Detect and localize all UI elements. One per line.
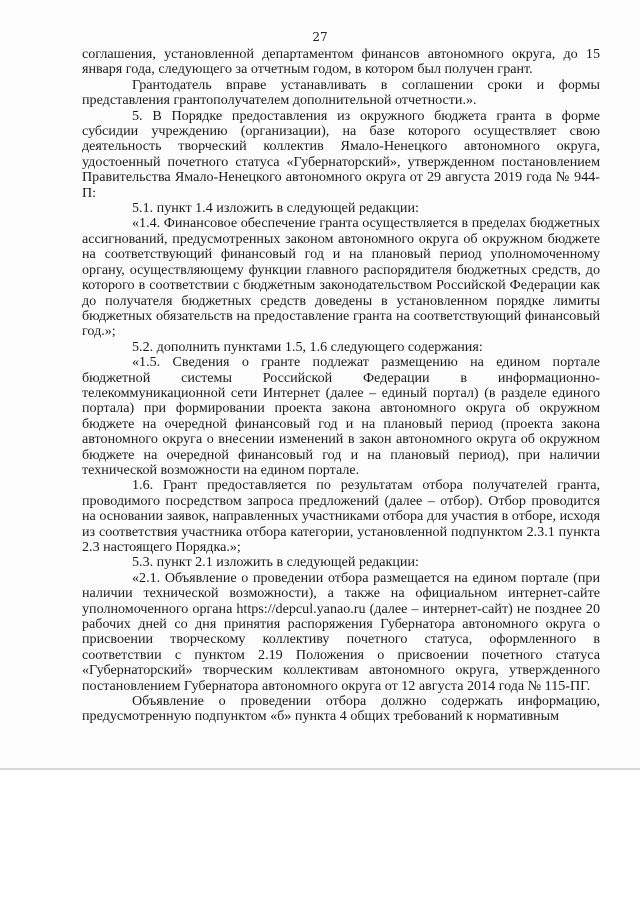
- paragraph-continuation: соглашения, установленной департаментом финансов автономного округа, до 15 января года, следующего за отчетным годом, в котором был получен грант.: [82, 46, 600, 78]
- page-number: 27: [312, 30, 328, 44]
- paragraph: 5. В Порядке предоставления из окружного бюджета гранта в форме субсидии учреждению (организации), на базе которого осуществляет свою деятельность творческий коллектив Ямало-Ненецкого автономного округа, удостоенный почетного статуса «Губернаторский», утвержденном постановлением Правительства Ямало-Ненецкого автономного округа от 29 августа 2019 года № 944-П:: [82, 107, 600, 201]
- paragraph: 5.3. пункт 2.1 изложить в следующей редакции:: [132, 554, 419, 571]
- paragraph: «1.4. Финансовое обеспечение гранта осуществляется в пределах бюджетных ассигнований, предусмотренных законом автономного округа об окружном бюджете на соответствующий финансовый год и на плановый период уполномоченному органу, осуществляющему функции главного распорядителя бюджетных средств, до которого в соответствии с бюджетным законодательством Российской Федерации как до получателя бюджетных средств доведены в установленном порядке лимиты бюджетных обязательств на предоставление гранта на соответствующий финансовый год.»;: [82, 215, 600, 340]
- document-body: [82, 47, 600, 725]
- paragraph: Грантодатель вправе устанавливать в соглашении сроки и формы представления грантополучателем дополнительной отчетности.».: [82, 76, 600, 109]
- paragraph: Объявление о проведении отбора должно содержать информацию, предусмотренную подпунктом «б» пункта 4 общих требований к нормативным: [82, 693, 600, 725]
- paragraph: «2.1. Объявление о проведении отбора размещается на едином портале (при наличии технической возможности), а также на официальном интернет-сайте уполномоченного органа https://depcul.yanao.ru (далее – интернет-сайт) не позднее 20 рабочих дней со дня принятия распоряжения Губернатора автономного округа о присвоении творческому коллективу почетного статуса, оформленного в соответствии с пунктом 2.19 Положения о присвоении почетного статуса «Губернаторский» творческим коллективам автономного округа, утвержденного постановлением Губернатора автономного округа от 12 августа 2014 года № 115-ПГ.: [82, 569, 600, 694]
- paragraph: 5.2. дополнить пунктами 1.5, 1.6 следующего содержания:: [132, 338, 483, 355]
- paragraph: 5.1. пункт 1.4 изложить в следующей редакции:: [132, 200, 419, 217]
- paragraph: «1.5. Сведения о гранте подлежат размещению на едином портале бюджетной системы Российской Федерации в информационно-телекоммуникационной сети Интернет (далее – единый портал) (в разделе единого портала) при формировании проекта закона автономного округа об окружном бюджете на очередной финансовый год и на плановый период (проекта закона автономного округа о внесении изменений в закон автономного округа об окружном бюджете на очередной финансовый год и на плановый период), при наличии технической возможности на едином портале.: [82, 354, 600, 478]
- paragraph: 1.6. Грант предоставляется по результатам отбора получателей гранта, проводимого посредством запроса предложений (далее – отбор). Отбор проводится на основании заявок, направленных участниками отбора для участия в отборе, исходя из соответствия участника отбора категории, установленной подпунктом 2.3.1 пункта 2.3 настоящего Порядка.»;: [82, 477, 600, 555]
